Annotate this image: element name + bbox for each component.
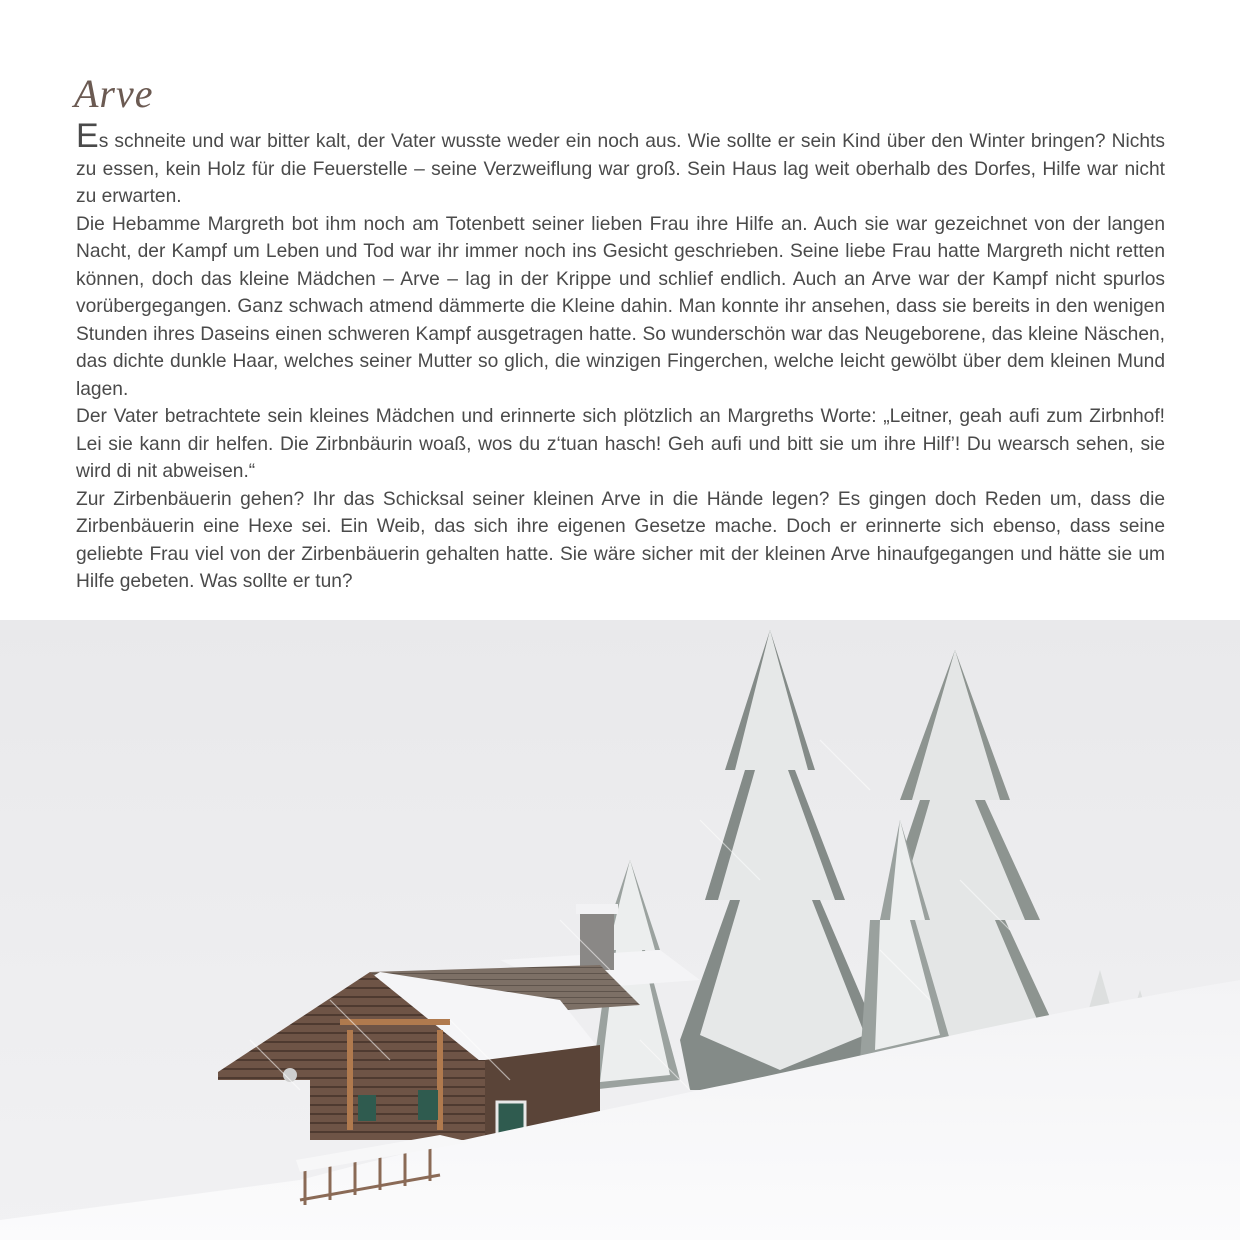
winter-cabin-photo (0, 620, 1240, 1240)
window-left (358, 1095, 376, 1121)
page-title: Arve (74, 71, 154, 116)
paragraph-1 (76, 117, 1165, 211)
paragraph-3: Der Vater betrachtete sein kleines Mädchen und erinnerte sich plötzlich an Margreths Worte: „Leitner, geah aufi zum Zirbnhof! Lei sie kann dir helfen. Die Zirbnbäurin woaß, wos du z‘tuan hasch! Geh aufi und bitt sie um ihre Hilf’! Du wearsch sehen, sie wird di nit abweisen.“ (76, 406, 1165, 482)
paragraph-2: Die Hebamme Margreth bot ihm noch am Totenbett seiner lieben Frau ihre Hilfe an. Auch sie war gezeichnet von der langen Nacht, der Kampf um Leben und Tod war ihr immer noch ins Gesicht geschrieben. Seine liebe Frau hatte Margreth nicht retten können, doch das kleine Mädchen – Arve – lag in der Krippe und schlief endlich. Auch an Arve war der Kampf nicht spurlos vorübergegangen. Ganz schwach atmend dämmerte die Kleine dahin. Man konnte ihr ansehen, dass sie bereits in den wenigen Stunden ihres Daseins einen schweren Kampf ausgetragen hatte. So wunderschön war das Neugeborene, das kleine Näschen, das dichte dunkle Haar, welches seiner Mutter so glich, die winzigen Fingerchen, welche leicht gewölbt über dem kleinen Mund lagen. (76, 213, 1165, 400)
paragraph-1-text: s schneite und war bitter kalt, der Vater wusste weder ein noch aus. Wie sollte er sein Kind über den Winter bringen? Nichts zu essen, kein Holz für die Feuerstelle – seine Verzweiflung war groß. Sein Haus lag weit oberhalb des Dorfes, Hilfe war nicht zu erwarten. (76, 131, 1165, 207)
story-text (76, 117, 1165, 596)
window-middle (418, 1090, 438, 1120)
chimney (580, 910, 614, 970)
paragraph-4: Zur Zirbenbäuerin gehen? Ihr das Schicksal seiner kleinen Arve in die Hände legen? Es gingen doch Reden um, dass die Zirbenbäuerin eine Hexe sei. Ein Weib, das sich ihre eigenen Gesetze mache. Doch er erinnerte sich ebenso, dass seine geliebte Frau viel von der Zirbenbäuerin gehalten hatte. Sie wäre sicher mit der kleinen Arve hinaufgegangen und hätte sie um Hilfe gebeten. Was sollte er tun? (76, 488, 1165, 592)
drop-cap: E (76, 117, 99, 155)
